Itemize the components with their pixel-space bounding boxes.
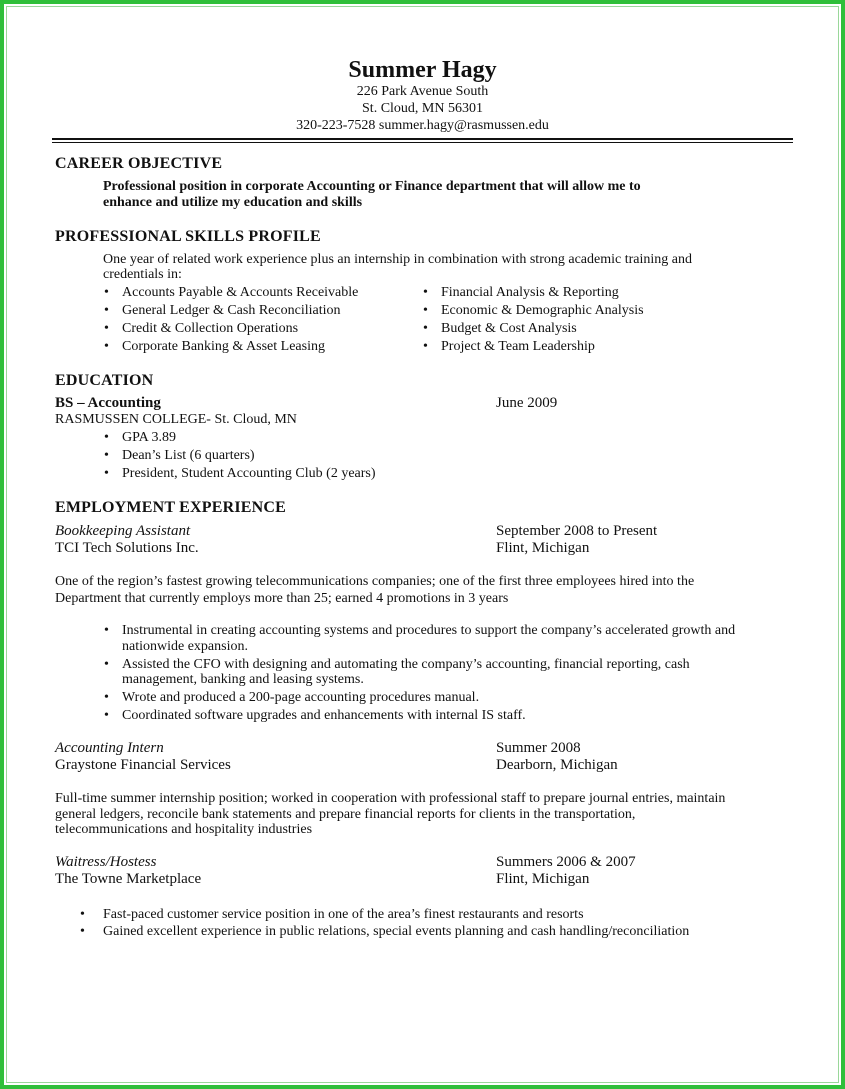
job-description-line: Full-time summer internship position; worked in cooperation with professional staff to prepare journal entries, maintain [55,791,726,806]
resume-name: Summer Hagy [348,57,497,83]
job-bullet-line: management, banking and leasing systems. [122,672,364,687]
education-item: Dean’s List (6 quarters) [122,448,255,463]
job-bullet-line: Wrote and produced a 200-page accounting procedures manual. [122,690,480,705]
section-heading-employment: EMPLOYMENT EXPERIENCE [55,499,287,516]
bullet-icon: • [104,430,109,445]
bullet-icon: • [104,657,109,672]
job-title: Waitress/Hostess [55,854,157,870]
address-street: 226 Park Avenue South [356,84,489,99]
skill-item: Budget & Cost Analysis [441,321,577,336]
job-location: Flint, Michigan [496,540,590,556]
job-dates: September 2008 to Present [496,523,658,539]
school-name: RASMUSSEN COLLEGE- St. Cloud, MN [55,412,297,427]
bullet-icon: • [104,690,109,705]
header-rule-bottom [52,142,793,143]
skill-item: Project & Team Leadership [441,339,595,354]
job-title: Bookkeeping Assistant [55,523,191,539]
skill-item: Financial Analysis & Reporting [441,285,619,300]
job-bullet-line: Fast-paced customer service position in one of the area’s finest restaurants and resorts [103,907,584,922]
bullet-icon: • [423,339,428,354]
bullet-icon: • [104,321,109,336]
header-rule-top [52,138,793,140]
bullet-icon: • [104,708,109,723]
job-bullet-line: Assisted the CFO with designing and automating the company’s accounting, financial reporting, cash [122,657,690,672]
skill-item: Accounts Payable & Accounts Receivable [122,285,359,300]
job-title: Accounting Intern [55,740,164,756]
section-heading-skills: PROFESSIONAL SKILLS PROFILE [55,228,321,245]
section-heading-objective: CAREER OBJECTIVE [55,155,223,172]
bullet-icon: • [104,623,109,638]
job-description-line: Department that currently employs more than 25; earned 4 promotions in 3 years [55,591,509,606]
job-description-line: telecommunications and hospitality industries [55,822,313,837]
skill-item: Credit & Collection Operations [122,321,299,336]
job-bullet-line: Instrumental in creating accounting systems and procedures to support the company’s accelerated growth and [122,623,736,638]
bullet-icon: • [104,466,109,481]
job-bullet-line: Gained excellent experience in public relations, special events planning and cash handling/reconciliation [103,924,690,939]
education-item: GPA 3.89 [122,430,176,445]
job-dates: Summers 2006 & 2007 [496,854,636,870]
job-location: Dearborn, Michigan [496,757,618,773]
bullet-icon: • [80,907,85,922]
job-bullet-line: nationwide expansion. [122,639,248,654]
objective-line-1: Professional position in corporate Accounting or Finance department that will allow me to [103,179,641,194]
job-company: TCI Tech Solutions Inc. [55,540,199,556]
bullet-icon: • [423,285,428,300]
job-location: Flint, Michigan [496,871,590,887]
job-description-line: general ledgers, reconcile bank statements and prepare financial reports for clients in the transportation, [55,807,636,822]
degree-title: BS – Accounting [55,395,161,411]
education-item: President, Student Accounting Club (2 years) [122,466,376,481]
bullet-icon: • [80,924,85,939]
bullet-icon: • [104,339,109,354]
skills-intro-line-2: credentials in: [103,267,182,282]
contact-line: 320-223-7528 summer.hagy@rasmussen.edu [296,118,549,133]
address-city: St. Cloud, MN 56301 [362,101,483,116]
bullet-icon: • [423,303,428,318]
bullet-icon: • [104,285,109,300]
job-company: Graystone Financial Services [55,757,231,773]
job-dates: Summer 2008 [496,740,581,756]
section-heading-education: EDUCATION [55,372,154,389]
job-bullet-line: Coordinated software upgrades and enhancements with internal IS staff. [122,708,526,723]
skill-item: Corporate Banking & Asset Leasing [122,339,325,354]
bullet-icon: • [104,448,109,463]
skill-item: Economic & Demographic Analysis [441,303,644,318]
degree-date: June 2009 [496,395,558,411]
job-description-line: One of the region’s fastest growing telecommunications companies; one of the first three employees hired into the [55,574,695,589]
bullet-icon: • [423,321,428,336]
skills-intro-line-1: One year of related work experience plus an internship in combination with strong academic training and [103,252,692,267]
objective-line-2: enhance and utilize my education and skills [103,195,363,210]
job-company: The Towne Marketplace [55,871,202,887]
skill-item: General Ledger & Cash Reconciliation [122,303,341,318]
bullet-icon: • [104,303,109,318]
